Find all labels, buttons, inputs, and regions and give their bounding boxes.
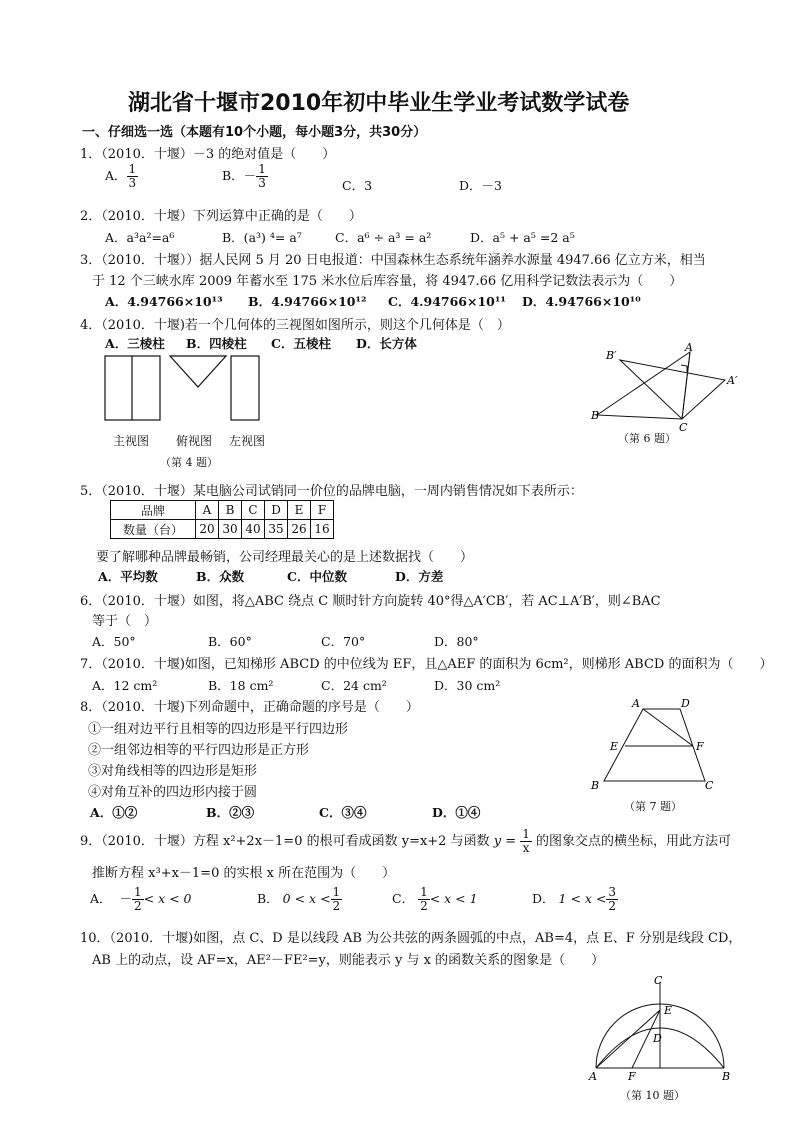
q9-option-d: D． 1 < x < $\frac{3}{2}$	[532, 885, 617, 913]
fig7-label-f: F	[696, 740, 704, 753]
table-cell: A	[196, 501, 219, 520]
q5-sales-table	[110, 500, 334, 539]
q9-option-b: B． 0 < x < $\frac{1}{2}$	[257, 885, 341, 913]
table-cell: 16	[311, 520, 334, 539]
table-cell: B	[219, 501, 242, 520]
table-cell: D	[265, 501, 288, 520]
q1-option-b: B．－ $\frac{1}{3}$	[222, 162, 266, 190]
q8-stem: 8．（2010．十堰)下列命题中，正确命题的序号是（ ）	[80, 700, 419, 715]
figure-7	[586, 694, 721, 798]
q9-line1: 9．（2010．十堰）方程 x²+2x－1=0 的根可看成函数 y=x+2 与函数 y = $\frac{1}{x}$ 的图象交点的横坐标，用此方法可	[80, 827, 732, 855]
table-cell: 30	[219, 520, 242, 539]
fig7-label-a: A	[632, 697, 640, 710]
q8-statement-2: ②一组邻边相等的平行四边形是正方形	[88, 743, 310, 758]
table-cell: E	[288, 501, 311, 520]
fig6-label-b-prime: B′	[606, 349, 617, 362]
q5-line2: 要了解哪种品牌最畅销，公司经理最关心的是上述数据找（ ）	[96, 550, 474, 565]
q4-stem: 4．（2010．十堰)若一个几何体的三视图如图所示，则这个几何体是（ ）	[80, 318, 510, 333]
fig7-label-d: D	[681, 697, 690, 710]
fig6-caption: （第 6 题）	[618, 432, 676, 445]
fig6-label-a-prime: A′	[727, 374, 738, 387]
q9-option-c: C． $\frac{1}{2}$ < x < 1	[392, 885, 478, 913]
page-title: 湖北省十堰市2010年初中毕业生学业考试数学试卷	[128, 91, 630, 116]
q1-stem: 1．（2010．十堰）－3 的绝对值是（ ）	[80, 147, 336, 162]
q4-option-c: C．五棱柱	[271, 336, 331, 351]
q2-option-a: A．a³a²=a⁶	[105, 230, 175, 245]
q5-stem: 5．（2010．十堰）某电脑公司试销同一价位的品牌电脑，一周内销售情况如下表所示：	[80, 484, 583, 499]
table-cell: C	[242, 501, 265, 520]
q8-statement-1: ①一组对边平行且相等的四边形是平行四边形	[88, 722, 349, 737]
q1-option-c: C．3	[342, 178, 373, 193]
q3-option-c: C．4.94766×10¹¹	[388, 294, 506, 309]
fig10-label-d: D	[653, 1032, 662, 1045]
q10-line1: 10．（2010．十堰)如图，点 C、D 是以线段 AB 为公共弦的两条圆弧的中点，AB=4，点 E、F 分别是线段 CD，	[80, 931, 742, 946]
fig10-label-a: A	[589, 1070, 597, 1083]
q5-option-b: B．众数	[196, 569, 245, 584]
fig7-label-b: B	[591, 779, 600, 792]
q6-line2: 等于（ ）	[92, 614, 158, 629]
q8-option-a: A．①②	[90, 805, 138, 820]
q1-option-d: D．－3	[459, 178, 502, 193]
q5-option-a: A．平均数	[98, 569, 158, 584]
q10-line2: AB 上的动点，设 AF=x，AE²－FE²=y，则能表示 y 与 x 的函数关系的图象是（ ）	[92, 953, 605, 968]
q8-option-d: D．①④	[432, 805, 481, 820]
q4-option-b: B．四棱柱	[186, 336, 247, 351]
q2-option-c: C．a⁶ ÷ a³ = a²	[335, 230, 432, 245]
table-cell: 35	[265, 520, 288, 539]
q9-option-a: A． － $\frac{1}{2}$ < x < 0	[90, 885, 192, 913]
table-cell: 26	[288, 520, 311, 539]
table-cell: 40	[242, 520, 265, 539]
fig7-label-c: C	[705, 779, 714, 792]
table-cell: F	[311, 501, 334, 520]
table-row	[111, 520, 334, 539]
q4-view-top-label: 俯视图	[176, 434, 213, 448]
q8-option-c: C．③④	[319, 805, 367, 820]
q7-option-a: A．12 cm²	[92, 678, 158, 693]
q1-option-a: A． $\frac{1}{3}$	[105, 162, 137, 190]
fig6-label-b: B	[591, 409, 600, 422]
q7-option-b: B．18 cm²	[208, 678, 274, 693]
fig7-label-e: E	[610, 740, 619, 753]
q6-line1: 6．（2010．十堰）如图，将△ABC 绕点 C 顺时针方向旋转 40°得△A′CB′，若 AC⊥A′B′，则∠BAC	[80, 594, 661, 609]
table-header-brand: 品牌	[111, 501, 196, 520]
q3-option-d: D．4.94766×10¹⁰	[522, 294, 641, 309]
q4-three-views-figure	[100, 352, 270, 424]
q5-option-d: D．方差	[395, 569, 444, 584]
table-cell: 20	[196, 520, 219, 539]
fig10-label-e: E	[664, 1004, 673, 1017]
table-header-count: 数量（台）	[111, 520, 196, 539]
q4-caption: （第 4 题）	[160, 456, 218, 469]
q6-option-a: A．50°	[92, 634, 136, 649]
q2-option-b: B．(a³) ⁴= a⁷	[222, 230, 302, 245]
q9-line2: 推断方程 x³+x－1=0 的实根 x 所在范围为（ ）	[92, 866, 396, 881]
q4-view-left-label: 左视图	[229, 434, 266, 448]
q6-option-d: D．80°	[434, 634, 479, 649]
q8-statement-4: ④对角互补的四边形内接于圆	[88, 785, 258, 800]
fig10-label-f: F	[628, 1070, 636, 1083]
q2-stem: 2．（2010．十堰）下列运算中正确的是（ ）	[80, 209, 362, 224]
q5-option-c: C．中位数	[287, 569, 347, 584]
table-row	[111, 501, 334, 520]
section-heading: 一、仔细选一选（本题有10个小题，每小题3分，共30分）	[82, 125, 427, 140]
q3-option-a: A．4.94766×10¹³	[105, 294, 223, 309]
q8-statement-3: ③对角线相等的四边形是矩形	[88, 764, 258, 779]
fig6-label-c: C	[679, 421, 688, 434]
q4-option-a: A．三棱柱	[105, 336, 165, 351]
q6-option-b: B．60°	[208, 634, 252, 649]
figure-10	[584, 970, 744, 1085]
fig6-label-a: A	[685, 341, 693, 354]
q3-option-b: B．4.94766×10¹²	[248, 294, 367, 309]
q3-line1: 3．（2010．十堰））据人民网 5 月 20 日电报道：中国森林生态系统年涵养水源量 4947.66 亿立方米，相当	[80, 253, 706, 268]
q4-option-d: D．长方体	[356, 336, 417, 351]
q7-stem: 7．（2010．十堰)如图，已知梯形 ABCD 的中位线为 EF，且△AEF 的面积为 6cm²，则梯形 ABCD 的面积为（ ）	[80, 657, 773, 672]
q7-option-d: D．30 cm²	[434, 678, 501, 693]
fig10-label-b: B	[722, 1070, 731, 1083]
fig7-caption: （第 7 题）	[624, 800, 682, 813]
q8-option-b: B．②③	[206, 805, 255, 820]
q6-option-c: C．70°	[321, 634, 366, 649]
q2-option-d: D．a⁵ + a⁵ =2 a⁵	[470, 230, 575, 245]
fig10-label-c: C	[654, 974, 663, 987]
q4-view-front-label: 主视图	[113, 434, 150, 448]
q3-line2: 于 12 个三峡水库 2009 年蓄水至 175 米水位后库容量，将 4947.66 亿用科学记数法表示为（ ）	[92, 274, 683, 289]
q7-option-c: C．24 cm²	[321, 678, 387, 693]
fig10-caption: （第 10 题）	[620, 1089, 685, 1102]
